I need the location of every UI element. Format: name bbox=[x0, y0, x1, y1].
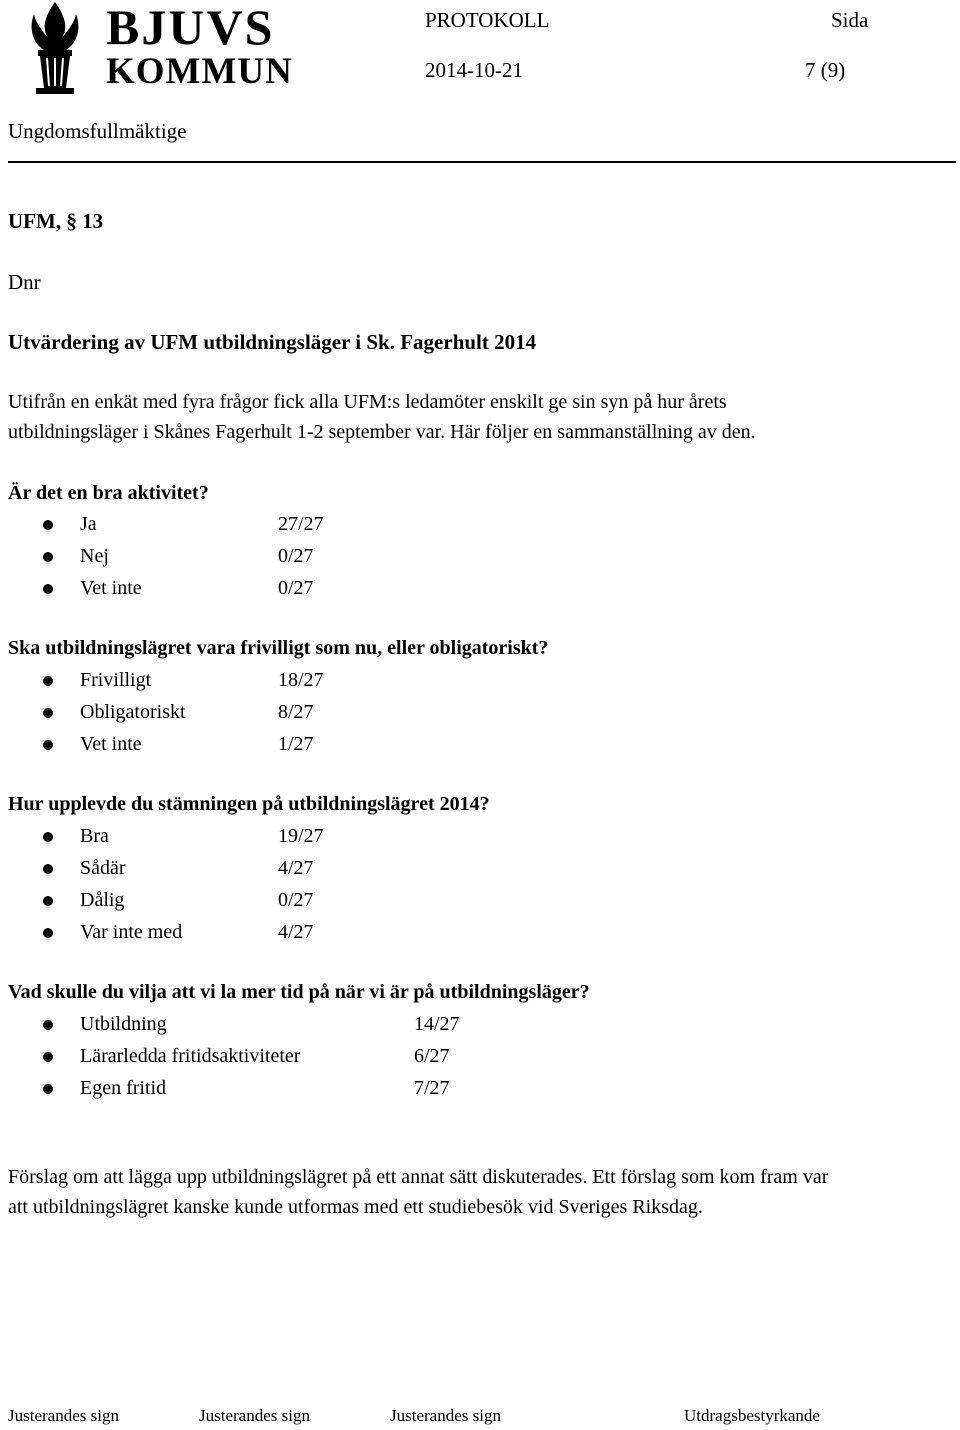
answer-label: Nej bbox=[80, 545, 109, 567]
list-item bbox=[43, 1012, 503, 1036]
page-number: 7 (9) bbox=[805, 58, 846, 82]
meeting-date: 2014-10-21 bbox=[425, 58, 523, 82]
bullet-icon bbox=[43, 676, 53, 686]
logo-wordmark-bottom: KOMMUN bbox=[106, 51, 293, 92]
answer-count: 8/27 bbox=[278, 701, 314, 723]
bullet-icon bbox=[43, 1084, 53, 1094]
committee-name: Ungdomsfullmäktige bbox=[8, 119, 187, 143]
footer-sign-2: Justerandes sign bbox=[199, 1406, 310, 1425]
answer-count: 6/27 bbox=[414, 1045, 450, 1067]
question-heading: Ska utbildningslägret vara frivilligt som nu, eller obligatoriskt? bbox=[8, 637, 549, 659]
answer-label: Egen fritid bbox=[80, 1077, 167, 1099]
dnr-label: Dnr bbox=[8, 270, 41, 294]
answer-label: Bra bbox=[80, 825, 109, 847]
page-label: Sida bbox=[831, 8, 869, 32]
bullet-icon bbox=[43, 1052, 53, 1062]
municipality-logo bbox=[14, 0, 293, 96]
bullet-icon bbox=[43, 864, 53, 874]
bullet-icon bbox=[43, 896, 53, 906]
answer-label: Frivilligt bbox=[80, 669, 152, 691]
answer-count: 0/27 bbox=[278, 889, 314, 911]
conclusion-line-2: att utbildningslägret kanske kunde utformas med ett studiebesök vid Sveriges Riksdag. bbox=[8, 1196, 703, 1218]
bullet-icon bbox=[43, 1020, 53, 1030]
bullet-icon bbox=[43, 740, 53, 750]
list-item bbox=[43, 856, 443, 880]
answer-count: 7/27 bbox=[414, 1077, 450, 1099]
list-item bbox=[43, 888, 443, 912]
question-heading: Vad skulle du vilja att vi la mer tid på när vi är på utbildningsläger? bbox=[8, 981, 590, 1003]
answer-count: 4/27 bbox=[278, 921, 314, 943]
list-item bbox=[43, 1076, 503, 1100]
logo-wordmark-top: BJUVS bbox=[106, 0, 275, 55]
footer-extract-certified: Utdragsbestyrkande bbox=[684, 1406, 820, 1425]
conclusion-line-1: Förslag om att lägga upp utbildningslägret på ett annat sätt diskuterades. Ett förslag som kom fram var bbox=[8, 1166, 829, 1188]
answer-count: 18/27 bbox=[278, 669, 324, 691]
list-item bbox=[43, 824, 443, 848]
answer-label: Vet inte bbox=[80, 733, 142, 755]
document-type: PROTOKOLL bbox=[425, 8, 550, 32]
list-item bbox=[43, 1044, 503, 1068]
answer-label: Lärarledda fritidsaktiviteter bbox=[80, 1045, 301, 1067]
answer-label: Dålig bbox=[80, 889, 125, 911]
bullet-icon bbox=[43, 708, 53, 718]
bullet-icon bbox=[43, 928, 53, 938]
question-heading: Är det en bra aktivitet? bbox=[8, 482, 209, 504]
answer-label: Utbildning bbox=[80, 1013, 167, 1035]
bullet-icon bbox=[43, 552, 53, 562]
answer-count: 0/27 bbox=[278, 577, 314, 599]
footer-sign-1: Justerandes sign bbox=[8, 1406, 119, 1425]
answer-count: 0/27 bbox=[278, 545, 314, 567]
torch-emblem-icon bbox=[14, 0, 96, 96]
answer-label: Ja bbox=[80, 513, 97, 535]
list-item bbox=[43, 920, 443, 944]
answer-count: 4/27 bbox=[278, 857, 314, 879]
section-title: Utvärdering av UFM utbildningsläger i Sk. Fagerhult 2014 bbox=[8, 330, 537, 354]
bullet-icon bbox=[43, 832, 53, 842]
answer-count: 27/27 bbox=[278, 513, 324, 535]
answer-count: 19/27 bbox=[278, 825, 324, 847]
list-item bbox=[43, 668, 443, 692]
intro-line-1: Utifrån en enkät med fyra frågor fick alla UFM:s ledamöter enskilt ge sin syn på hur årets bbox=[8, 391, 727, 413]
list-item bbox=[43, 732, 443, 756]
answer-label: Obligatoriskt bbox=[80, 701, 186, 723]
bullet-icon bbox=[43, 584, 53, 594]
answer-label: Sådär bbox=[80, 857, 126, 879]
footer-sign-3: Justerandes sign bbox=[390, 1406, 501, 1425]
paragraph-id: UFM, § 13 bbox=[8, 209, 104, 233]
list-item bbox=[43, 544, 443, 568]
answer-label: Vet inte bbox=[80, 577, 142, 599]
intro-line-2: utbildningsläger i Skånes Fagerhult 1-2 september var. Här följer en sammanställning av den. bbox=[8, 421, 756, 443]
list-item bbox=[43, 576, 443, 600]
answer-count: 14/27 bbox=[414, 1013, 460, 1035]
list-item bbox=[43, 700, 443, 724]
answer-count: 1/27 bbox=[278, 733, 314, 755]
header-divider bbox=[8, 161, 956, 163]
answer-label: Var inte med bbox=[80, 921, 183, 943]
list-item bbox=[43, 512, 443, 536]
bullet-icon bbox=[43, 520, 53, 530]
question-heading: Hur upplevde du stämningen på utbildningslägret 2014? bbox=[8, 793, 490, 815]
